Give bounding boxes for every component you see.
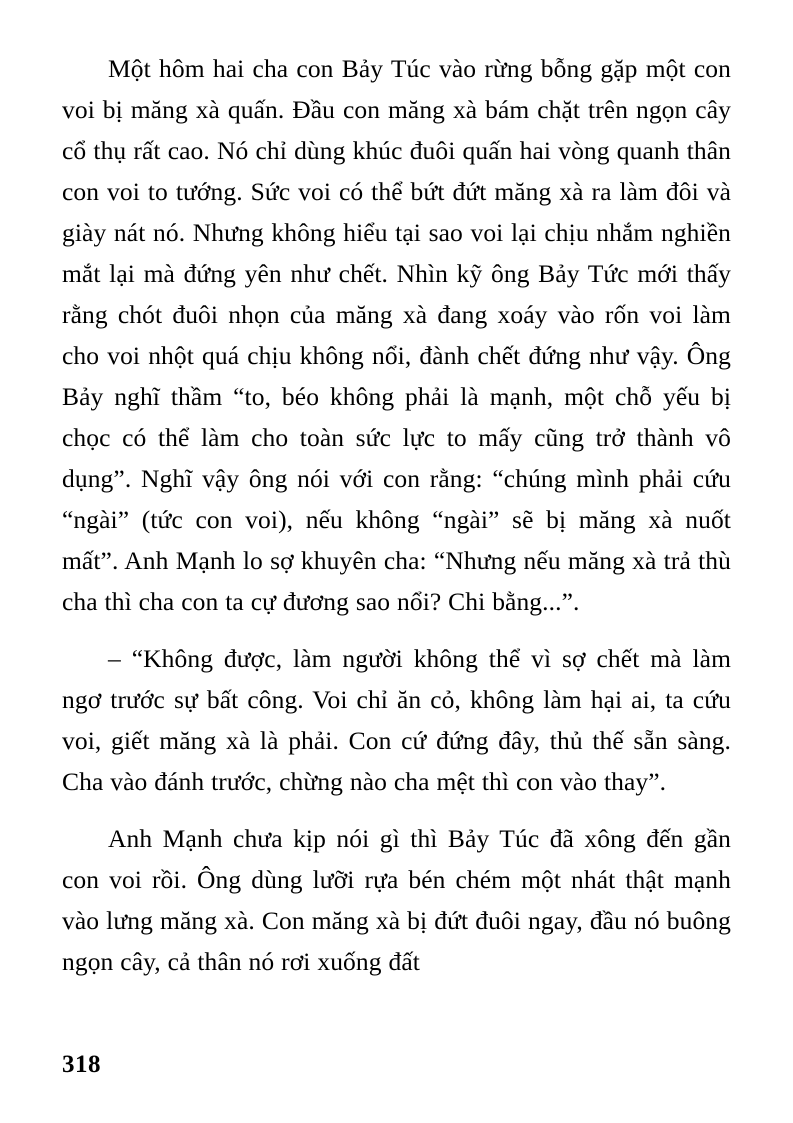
paragraph-1: Một hôm hai cha con Bảy Túc vào rừng bỗng gặp một con voi bị măng xà quấn. Đầu con măng xà bám chặt trên ngọn cây cổ thụ rất cao. Nó chỉ dùng khúc đuôi quấn hai vòng quanh thân con voi to tướng. Sức voi có thể bứt đứt măng xà ra làm đôi và giày nát nó. Nhưng không hiểu tại sao voi lại chịu nhắm nghiền mắt lại mà đứng yên như chết. Nhìn kỹ ông Bảy Tức mới thấy rằng chót đuôi nhọn của măng xà đang xoáy vào rốn voi làm cho voi nhột quá chịu không nổi, đành chết đứng như vậy. Ông Bảy nghĩ thầm “to, béo không phải là mạnh, một chỗ yếu bị chọc có thể làm cho toàn sức lực to mấy cũng trở thành vô dụng”. Nghĩ vậy ông nói với con rằng: “chúng mình phải cứu “ngài” (tức con voi), nếu không “ngài” sẽ bị măng xà nuốt mất”. Anh Mạnh lo sợ khuyên cha: “Nhưng nếu măng xà trả thù cha thì cha con ta cự đương sao nổi? Chi bằng...”.: [62, 54, 731, 616]
page-body: [62, 48, 731, 982]
paragraph-2: – “Không được, làm người không thể vì sợ chết mà làm ngơ trước sự bất công. Voi chỉ ăn cỏ, không làm hại ai, ta cứu voi, giết măng xà là phải. Con cứ đứng đây, thủ thế sẵn sàng. Cha vào đánh trước, chừng nào cha mệt thì con vào thay”.: [62, 644, 731, 796]
paragraph-3: Anh Mạnh chưa kịp nói gì thì Bảy Túc đã xông đến gần con voi rồi. Ông dùng lưỡi rựa bén chém một nhát thật mạnh vào lưng măng xà. Con măng xà bị đứt đuôi ngay, đầu nó buông ngọn cây, cả thân nó rơi xuống đất: [62, 824, 731, 976]
page-number: 318: [62, 1051, 101, 1078]
